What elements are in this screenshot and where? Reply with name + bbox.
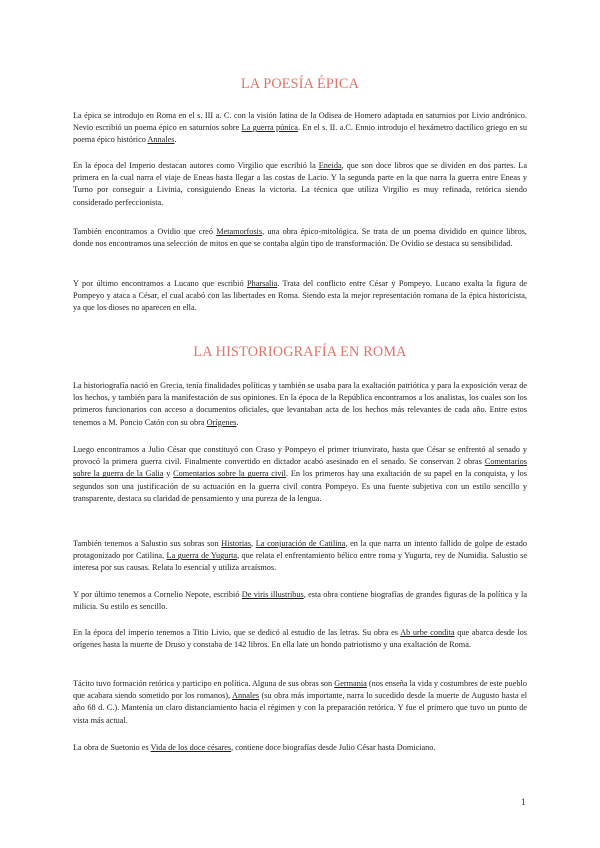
work-title-conjuracion-catilina: La conjuración de Catilina [255, 539, 346, 548]
historia-paragraph-1: La historiografía nació en Grecia, tenía finalidades políticas y también se usaba para la exaltación patriótica y para la exposición veraz de los hechos, y también para la manifestación de sus opiniones. En la época de la República encontramos a los analistas, los cuales son los primeros funcionarios con acceso a documentos oficiales, que levantaban acta de los hechos más relevantes de cada año. Entre estos tenemos a M. Poncio Catón con su obra Orígenes. [73, 381, 527, 427]
work-title-guerra-punica: La guerra púnica [241, 123, 298, 133]
section-title-epica: LA POESÍA ÉPICA [240, 76, 360, 92]
work-title-origenes: Orígenes [206, 417, 237, 427]
work-title-annales: Annales [147, 135, 175, 145]
work-title-guerra-yugurta: La guerra de Yugurta [166, 551, 238, 561]
epica-paragraph-1: La épica se introdujo en Roma en el s. III a. C. con la visión latina de la Odisea de Homero adaptada en saturnios por Livio andrónico. Nevio escribió un poema épico en saturnios sobre La guerra púnica. En el s. II. a.C. Ennio introdujo el hexámetro dactílico griego en su poema épico histórico Annales. [73, 111, 527, 145]
epica-paragraph-2: En la época del Imperio destacan autores como Virgilio que escribió la Eneida, que son doce libros que se dividen en dos partes. La primera en la cual narra el viaje de Eneas hasta llegar a las costas de Lacio. Y la segunda parte en la que narra la guerra entre Eneas y Turno por conseguir a Livinia, consiguiendo Eneas la victoria. La técnica que utiliza Virgilio es muy refinada, retórica siendo considerado perfeccionista. [73, 161, 527, 207]
historia-paragraph-4: Y por último tenemos a Cornelio Nepote, escribió De viris illustribus, esta obra contiene biografías de grandes figuras de la política y la milicia. Su estilo es sencillo. [73, 590, 527, 612]
historia-paragraph-3: También tenemos a Salustio sus sobras son Historias, La conjuración de Catilina, en la que narra un intento fallido de golpe de estado protagonizado por Catilina, La guerra de Yugurta, que relata el enfrentamiento bélico entre roma y Yugurta, rey de Numidia. Salustio se interesa por sus causas. Relata lo esencial y utiliza arcaísmos. [73, 539, 528, 573]
work-title-de-viris-illustribus: De viris illustribus [241, 590, 304, 599]
page-number: 1 [521, 797, 526, 807]
historia-paragraph-6: Tácito tuvo formación retórica y participo en política. Alguna de sus obras son Germania (nos enseña la vida y costumbres de este pueblo que acabara siendo sometido por los romanos), Annales (su obra más importante, narra lo sucedido desde la muerte de Augusto hasta el año 68 d. C.). Mantenía un claro distanciamiento hacia el régimen y con la preparación retórica. Y fue el primero que tuvo un punto de vista más actual. [73, 679, 527, 725]
work-title-germania: Germania [334, 679, 367, 688]
historia-paragraph-2: Luego encontramos a Julio César que constituyó con Craso y Pompeyo el primer triunvirato, hasta que César se enfrentó al senado y provocó la primera guerra civil. Finalmente convertido en dictador acabó asesinado en el senado. Se conservan 2 obras Comentarios sobre la guerra de la Galia y Comentarios sobre la guerra civil. En los primeros hay una exaltación de su papel en la conquista, y los segundos son una justificación de su actuación en la guerra civil contra Pompeyo. Es una fuente subjetiva con un estilo sencillo y transparente, destaca su claridad de pensamiento y una pureza de la lengua. [73, 445, 528, 503]
work-title-eneida: Eneida [318, 161, 342, 170]
section-title-historiografia: LA HISTORIOGRAFÍA EN ROMA [193, 344, 407, 360]
work-title-annales-tacito: Annales [232, 691, 260, 701]
work-title-pharsalia: Pharsalia [246, 279, 278, 288]
epica-paragraph-4: Y por último encontramos a Lucano que escribió Pharsalia. Trata del conflicto entre César y Pompeyo. Lucano exalta la figura de Pompeyo y ataca a César, el cual acabó con las libertades en Roma. Siendo esta la mejor representación romana de la épica historicista, ya que los dioses no aparecen en ella. [73, 279, 527, 313]
work-title-comentarios-guerra-civil: Comentarios sobre la guerra civil [173, 469, 286, 479]
work-title-vida-doce-cesares: Vida de los doce césares [150, 743, 232, 752]
work-title-ab-urbe-condita: Ab urbe condita [400, 628, 455, 637]
epica-paragraph-3: También encontramos a Ovidio que creó Metamorfosis, una obra épico-mitológica. Se trata de un poema dividido en quince libros, donde nos encontramos una selección de mitos en que se contaba algún tipo de transformación. De Ovidio se destaca su sensibilidad. [73, 227, 527, 249]
work-title-historias: Historias [221, 539, 252, 548]
work-title-metamorfosis: Metamorfosis [216, 227, 263, 236]
work-title-comentarios-galia: Comentarios sobre la guerra de la Galia [73, 457, 527, 479]
historia-paragraph-5: En la época del imperio tenemos a Titio Livio, que se dedicó al estudio de las letras. Su obra es Ab urbe condita que abarca desde los orígenes hasta la muerte de Druso y constaba de 142 libros. En ella late un hondo patriotismo y una exaltación de Roma. [73, 628, 528, 650]
historia-paragraph-7: La obra de Suetonio es Vida de los doce césares, contiene doce biografías desde Julio César hasta Domiciano. [73, 743, 436, 752]
